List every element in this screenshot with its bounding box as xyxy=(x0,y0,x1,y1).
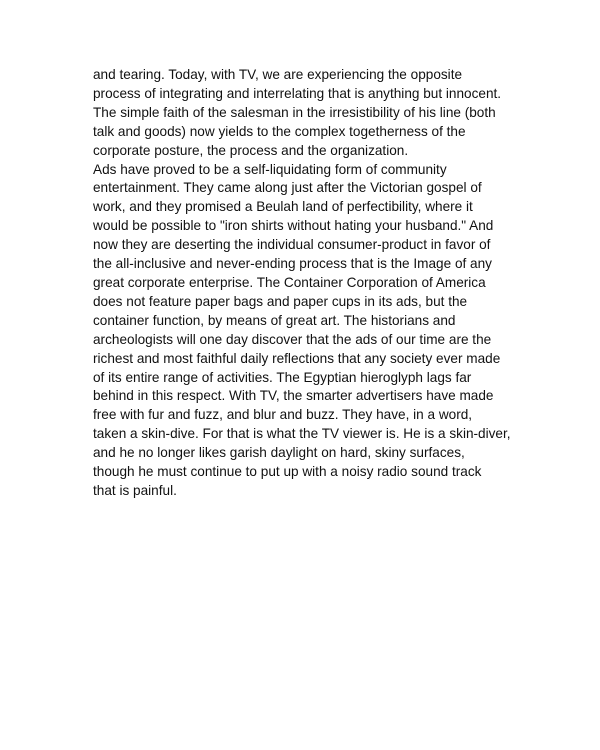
text-line: the all-inclusive and never-ending process that is the Image of any xyxy=(93,256,492,272)
text-line: behind in this respect. With TV, the smarter advertisers have made xyxy=(93,388,494,404)
text-line: richest and most faithful daily reflections that any society ever made xyxy=(93,350,501,366)
text-line: container function, by means of great art. The historians and xyxy=(93,312,456,328)
text-line: taken a skin-dive. For that is what the TV viewer is. He is a skin-diver, xyxy=(93,426,511,442)
text-line: process of integrating and interrelating that is anything but innocent. xyxy=(93,85,502,101)
text-line: of its entire range of activities. The Egyptian hieroglyph lags far xyxy=(93,369,472,385)
text-line: now they are deserting the individual consumer-product in favor of xyxy=(93,237,491,253)
text-line: would be possible to "iron shirts without hating your husband." And xyxy=(93,218,494,234)
text-line: archeologists will one day discover that the ads of our time are the xyxy=(93,331,492,347)
text-line: though he must continue to put up with a noisy radio sound track xyxy=(93,464,482,480)
text-line: corporate posture, the process and the organization. xyxy=(93,142,409,158)
text-line: does not feature paper bags and paper cups in its ads, but the xyxy=(93,293,468,309)
text-line: Ads have proved to be a self-liquidating form of community xyxy=(93,161,447,177)
text-line: great corporate enterprise. The Container Corporation of America xyxy=(93,274,486,290)
text-line: and tearing. Today, with TV, we are experiencing the opposite xyxy=(93,67,463,82)
body-text xyxy=(93,66,533,501)
text-line: talk and goods) now yields to the complex togetherness of the xyxy=(93,123,466,139)
text-line: entertainment. They came along just after the Victorian gospel of xyxy=(93,180,482,196)
text-line: free with fur and fuzz, and blur and buzz. They have, in a word, xyxy=(93,407,473,423)
text-line: The simple faith of the salesman in the irresistibility of his line (both xyxy=(93,104,496,120)
text-line: and he no longer likes garish daylight on hard, skiny surfaces, xyxy=(93,445,465,461)
text-line: that is painful. xyxy=(93,482,177,498)
text-line: work, and they promised a Beulah land of perfectibility, where it xyxy=(93,199,473,215)
